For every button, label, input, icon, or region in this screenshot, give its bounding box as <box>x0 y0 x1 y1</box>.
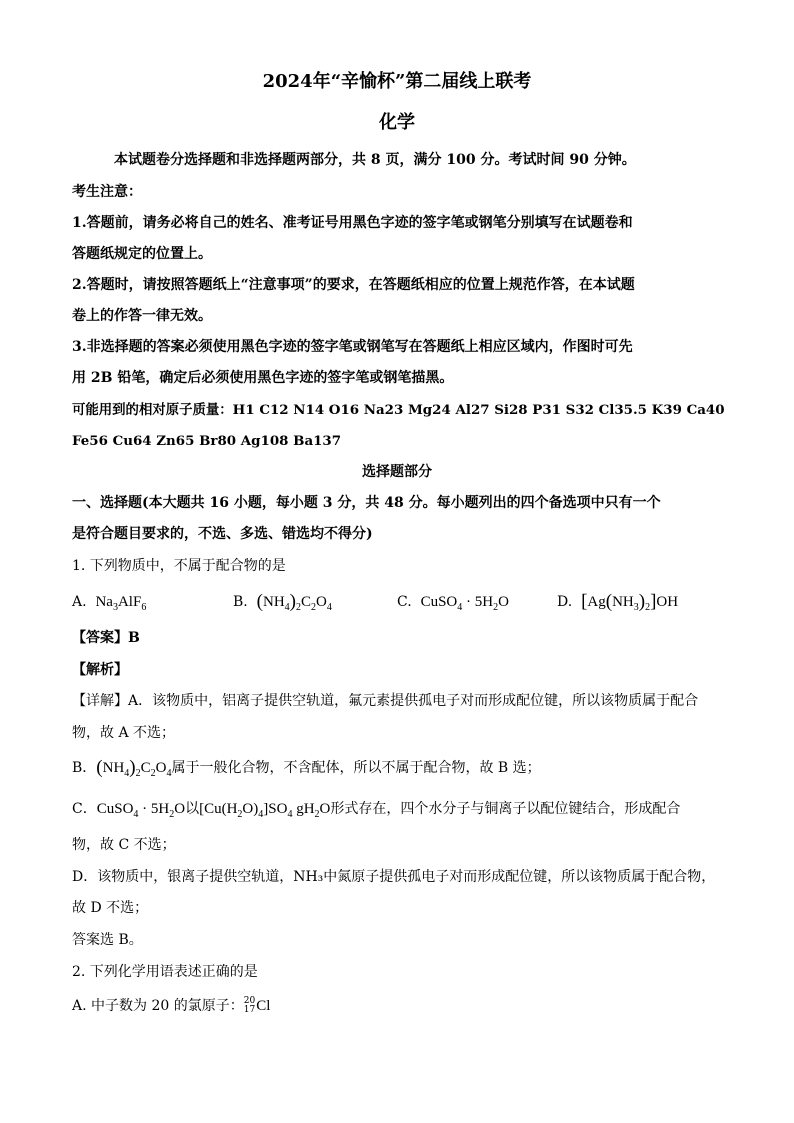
formula-cuso4-5h2o: CuSO$_4$ · $5H_2O$ <box>96 801 186 820</box>
section-instructions-cont: 是符合题目要求的，不选、多选、错选均不得分) <box>72 526 373 542</box>
detail-d-cont: 故 D 不选； <box>72 900 149 916</box>
formula-cuso4-5h2o: CuSO$_4$ · $5H_2O$ <box>420 594 509 613</box>
q1-option-b <box>233 592 332 618</box>
q1-option-c <box>397 592 509 618</box>
subject-title: 化学 <box>379 112 415 133</box>
notice-heading: 考生注意： <box>72 184 142 200</box>
q2-option-a: A. 中子数为 20 的氯原子： 20 17 Cl <box>72 996 271 1015</box>
formula-cu-h2o-4-so4: $[Cu(H_2O)_4]SO_4$ $gH_2O$ <box>199 801 331 820</box>
intro-text: 本试题卷分选择题和非选择题两部分，共 8 页，满分 100 分。考试时间 90 分钟。 <box>114 152 636 168</box>
detail-b: B．$(NH_4)_2C_2O_4$属于一般化合物，不含配体，所以不属于配合物，故 B 选； <box>72 757 541 779</box>
q1-option-a <box>72 592 146 618</box>
section-instructions: 一、选择题(本大题共 16 小题，每小题 3 分，共 48 分。每小题列出的四个备选项中只有一个 <box>72 495 661 511</box>
formula-ag-nh3-2-oh: $[Ag(NH_3)_2]OH$ <box>581 591 679 613</box>
option-label: C. <box>397 594 412 610</box>
notice-item-2: 2.答题时，请按照答题纸上“注意事项”的要求，在答题纸相应的位置上规范作答，在本试题 <box>72 277 635 293</box>
option-label: D. <box>557 594 573 610</box>
question-2-stem: 2. 下列化学用语表述正确的是 <box>72 964 258 980</box>
detail-a-cont: 物，故 A 不选； <box>72 725 176 741</box>
detail-d: D．该物质中，银离子提供空轨道，NH₃中氮原子提供孤电子对而形成配位键，所以该物质属于配合物， <box>72 869 716 885</box>
atomic-masses-cont: Fe56 Cu64 Zn65 Br80 Ag108 Ba137 <box>72 433 342 449</box>
option-label: B. <box>233 594 248 610</box>
formula-nh4-2c2o4: $(NH_4)_2C_2O_4$ <box>96 757 172 779</box>
isotope-notation: 20 17 <box>243 996 256 1015</box>
notice-item-3: 3.非选择题的答案必须使用黑色字迹的签字笔或钢笔写在答题纸上相应区域内，作图时可先 <box>72 339 633 355</box>
q1-option-d <box>557 592 678 618</box>
detail-c-cont: 物，故 C 不选； <box>72 837 176 853</box>
detail-c: C．CuSO$_4$ · $5H_2O$以$[Cu(H_2O)_4]SO_4$ $gH_2O$形式存在，四个水分子与铜离子以配位键结合，形成配合 <box>72 801 681 820</box>
atomic-masses: 可能用到的相对原子质量：H1 C12 N14 O16 Na23 Mg24 Al27 Si28 P31 S32 Cl35.5 K39 Ca40 <box>72 402 725 418</box>
formula-na3alf6: $Na_3AlF_6$ <box>95 594 147 613</box>
notice-item-1: 1.答题前，请务必将自己的姓名、准考证号用黑色字迹的签字笔或钢笔分别填写在试题卷和 <box>72 215 633 231</box>
analysis-label: 【解析】 <box>72 662 128 678</box>
formula-nh4-2c2o4: $(NH_4)_2C_2O_4$ <box>256 591 332 613</box>
answer-label: 【答案】B <box>72 630 140 646</box>
section-title: 选择题部分 <box>362 464 432 480</box>
option-label: A. <box>72 594 87 610</box>
notice-item-2-cont: 卷上的作答一律无效。 <box>72 308 212 324</box>
detail-a: 【详解】A．该物质中，铝离子提供空轨道，氟元素提供孤电子对而形成配位键，所以该物质属于配合 <box>72 693 699 709</box>
notice-item-1-cont: 答题纸规定的位置上。 <box>72 246 212 262</box>
notice-item-3-cont: 用 2B 铅笔，确定后必须使用黑色字迹的签字笔或钢笔描黑。 <box>72 370 454 386</box>
conclusion: 答案选 B。 <box>72 932 143 948</box>
exam-title: 2024年“辛愉杯”第二届线上联考 <box>262 71 532 92</box>
question-1-stem: 1. 下列物质中，不属于配合物的是 <box>72 558 286 574</box>
